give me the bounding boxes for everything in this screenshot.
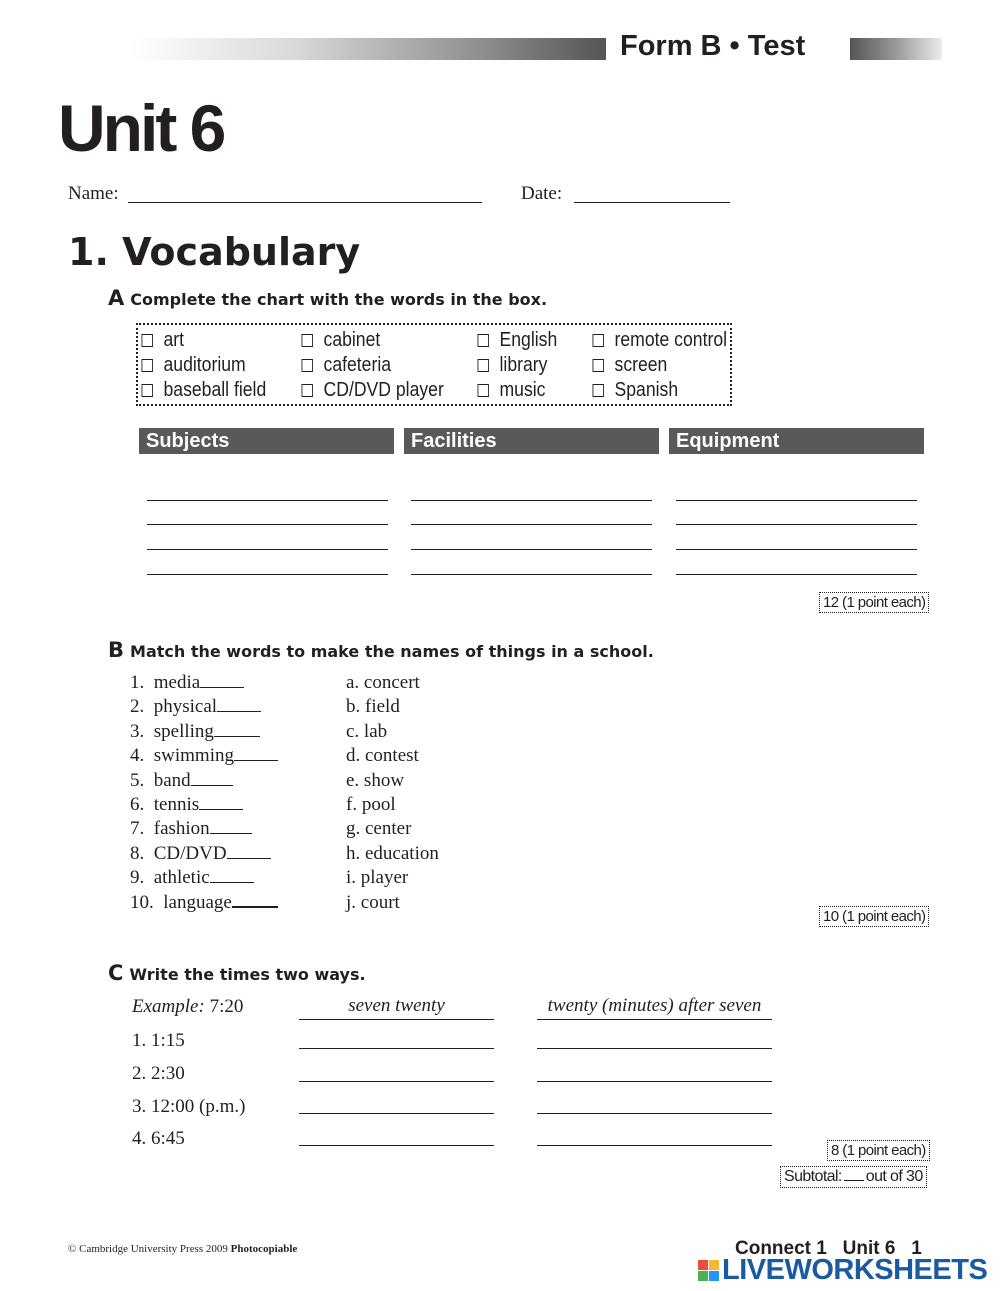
time-answer-line[interactable] [537, 1145, 772, 1146]
answer-line-facilities[interactable] [411, 574, 652, 575]
checkbox-icon[interactable] [478, 359, 489, 372]
checkbox-icon[interactable] [142, 359, 153, 372]
word-item[interactable]: baseball field [138, 378, 266, 403]
match-item-label: 1. media [130, 672, 201, 693]
match-item [130, 892, 278, 916]
subtotal-field[interactable] [844, 1180, 864, 1181]
time-answer-line[interactable] [299, 1113, 494, 1114]
subtotal-box [780, 1166, 927, 1188]
time-answer-line[interactable] [299, 1081, 494, 1082]
word-item[interactable]: English [474, 328, 557, 353]
word-column-2 [298, 328, 464, 403]
subtotal-label: Subtotal: [784, 1168, 842, 1185]
checkbox-icon[interactable] [142, 334, 153, 347]
part-b-instruction: B Match the words to make the names of things in a school. [108, 638, 654, 662]
match-answer-blank[interactable] [217, 711, 261, 712]
example-time: 7:20 [209, 996, 244, 1017]
page-reference: Connect 1 Unit 6 1 [735, 1238, 922, 1259]
checkbox-icon[interactable] [142, 384, 153, 397]
match-item-label: 9. athletic [130, 867, 210, 889]
match-item-label: 8. CD/DVD [130, 842, 227, 864]
match-option: g. center [346, 818, 412, 840]
match-item [130, 794, 278, 818]
match-item [130, 672, 278, 696]
match-item-label: 4. swimming [130, 745, 234, 767]
match-right-column [346, 672, 439, 916]
example-row [132, 996, 243, 1018]
checkbox-icon[interactable] [593, 334, 604, 347]
part-a-letter: A [108, 286, 125, 310]
part-c-instruction: C Write the times two ways. [108, 961, 366, 985]
answer-line-subjects[interactable] [147, 574, 388, 575]
answer-line-facilities[interactable] [411, 524, 652, 525]
match-option: a. concert [346, 672, 420, 693]
match-answer-blank[interactable] [210, 833, 252, 834]
word-column-1 [138, 328, 284, 403]
time-answer-line[interactable] [537, 1113, 772, 1114]
answer-line-subjects[interactable] [147, 524, 388, 525]
column-header-facilities: Facilities [404, 428, 659, 454]
answer-line-equipment[interactable] [676, 500, 917, 501]
part-c-points: 8 (1 point each) [827, 1140, 930, 1161]
match-option: e. show [346, 769, 405, 791]
footer-copyright: © Cambridge University Press 2009 Photocopiable [68, 1243, 298, 1255]
time-item: 1. 1:15 [132, 1030, 185, 1051]
checkbox-icon[interactable] [593, 384, 604, 397]
answer-line-facilities[interactable] [411, 549, 652, 550]
match-option: d. contest [346, 745, 419, 767]
answer-line-equipment[interactable] [676, 524, 917, 525]
word-item[interactable]: library [474, 353, 557, 378]
match-left-column [130, 672, 278, 916]
part-c-letter: C [108, 961, 124, 985]
match-item-label: 10. language [130, 891, 232, 913]
part-a-instruction: A Complete the chart with the words in the box. [108, 286, 548, 310]
header-gradient-bar-left [130, 38, 606, 60]
word-item[interactable]: Spanish [589, 378, 727, 403]
match-item-label: 3. spelling [130, 720, 214, 742]
answer-line-equipment[interactable] [676, 549, 917, 550]
name-field[interactable] [128, 202, 482, 203]
match-option: i. player [346, 867, 409, 889]
example-answer-1: seven twenty [299, 995, 494, 1020]
time-item: 3. 12:00 (p.m.) [132, 1096, 246, 1117]
form-title: Form B • Test [620, 30, 806, 62]
match-option: h. education [346, 842, 439, 864]
match-item [130, 696, 278, 720]
time-item: 4. 6:45 [132, 1128, 185, 1149]
checkbox-icon[interactable] [302, 334, 313, 347]
answer-line-facilities[interactable] [411, 500, 652, 501]
unit-title: Unit 6 [58, 91, 224, 165]
word-item[interactable]: remote control [589, 328, 727, 353]
match-item [130, 867, 278, 891]
example-answer-2: twenty (minutes) after seven [537, 995, 772, 1020]
part-a-points: 12 (1 point each) [819, 592, 929, 613]
word-item[interactable]: music [474, 378, 557, 403]
column-header-subjects: Subjects [139, 428, 394, 454]
liveworksheets-watermark: LIVEWORKSHEETS [698, 1254, 987, 1287]
column-header-equipment: Equipment [669, 428, 924, 454]
match-answer-blank[interactable] [199, 809, 243, 810]
match-item-label: 2. physical [130, 696, 218, 718]
match-option: j. court [346, 891, 400, 913]
checkbox-icon[interactable] [302, 384, 313, 397]
word-item[interactable]: cafeteria [298, 353, 444, 378]
match-item [130, 721, 278, 745]
checkbox-icon[interactable] [478, 334, 489, 347]
match-item [130, 770, 278, 794]
word-column-4 [589, 328, 746, 403]
match-item [130, 843, 278, 867]
time-item: 2. 2:30 [132, 1063, 185, 1084]
answer-line-equipment[interactable] [676, 574, 917, 575]
part-b-points: 10 (1 point each) [819, 906, 929, 927]
time-answer-line[interactable] [299, 1048, 494, 1049]
date-field[interactable] [574, 202, 730, 203]
word-item[interactable]: CD/DVD player [298, 378, 444, 403]
match-answer-blank[interactable] [232, 906, 278, 908]
section-title: 1. Vocabulary [68, 230, 361, 274]
match-option: c. lab [346, 720, 388, 742]
match-answer-blank[interactable] [191, 785, 233, 786]
word-column-3 [474, 328, 569, 403]
word-item[interactable]: cabinet [298, 328, 444, 353]
word-item[interactable]: screen [589, 353, 727, 378]
match-item-label: 7. fashion [130, 818, 210, 840]
match-item-label: 6. tennis [130, 793, 200, 815]
match-option: f. pool [346, 793, 396, 815]
time-answer-line[interactable] [299, 1145, 494, 1146]
word-item[interactable]: art [138, 328, 266, 353]
example-label: Example: [132, 996, 205, 1017]
checkbox-icon[interactable] [302, 359, 313, 372]
part-b-letter: B [108, 638, 125, 662]
match-item-label: 5. band [130, 769, 191, 791]
match-item [130, 818, 278, 842]
word-item[interactable]: auditorium [138, 353, 266, 378]
match-answer-blank[interactable] [210, 882, 254, 883]
date-label: Date: [521, 183, 563, 204]
checkbox-icon[interactable] [593, 359, 604, 372]
subtotal-out-of: out of 30 [865, 1168, 923, 1185]
answer-line-subjects[interactable] [147, 549, 388, 550]
name-label: Name: [68, 183, 119, 204]
time-answer-line[interactable] [537, 1081, 772, 1082]
header-gradient-bar-right [850, 38, 942, 60]
match-answer-blank[interactable] [227, 858, 271, 859]
match-answer-blank[interactable] [214, 736, 260, 737]
match-answer-blank[interactable] [234, 760, 278, 761]
match-item [130, 745, 278, 769]
match-answer-blank[interactable] [200, 687, 244, 688]
checkbox-icon[interactable] [478, 384, 489, 397]
answer-line-subjects[interactable] [147, 500, 388, 501]
liveworksheets-logo-icon [698, 1260, 719, 1281]
match-option: b. field [346, 696, 400, 718]
time-answer-line[interactable] [537, 1048, 772, 1049]
